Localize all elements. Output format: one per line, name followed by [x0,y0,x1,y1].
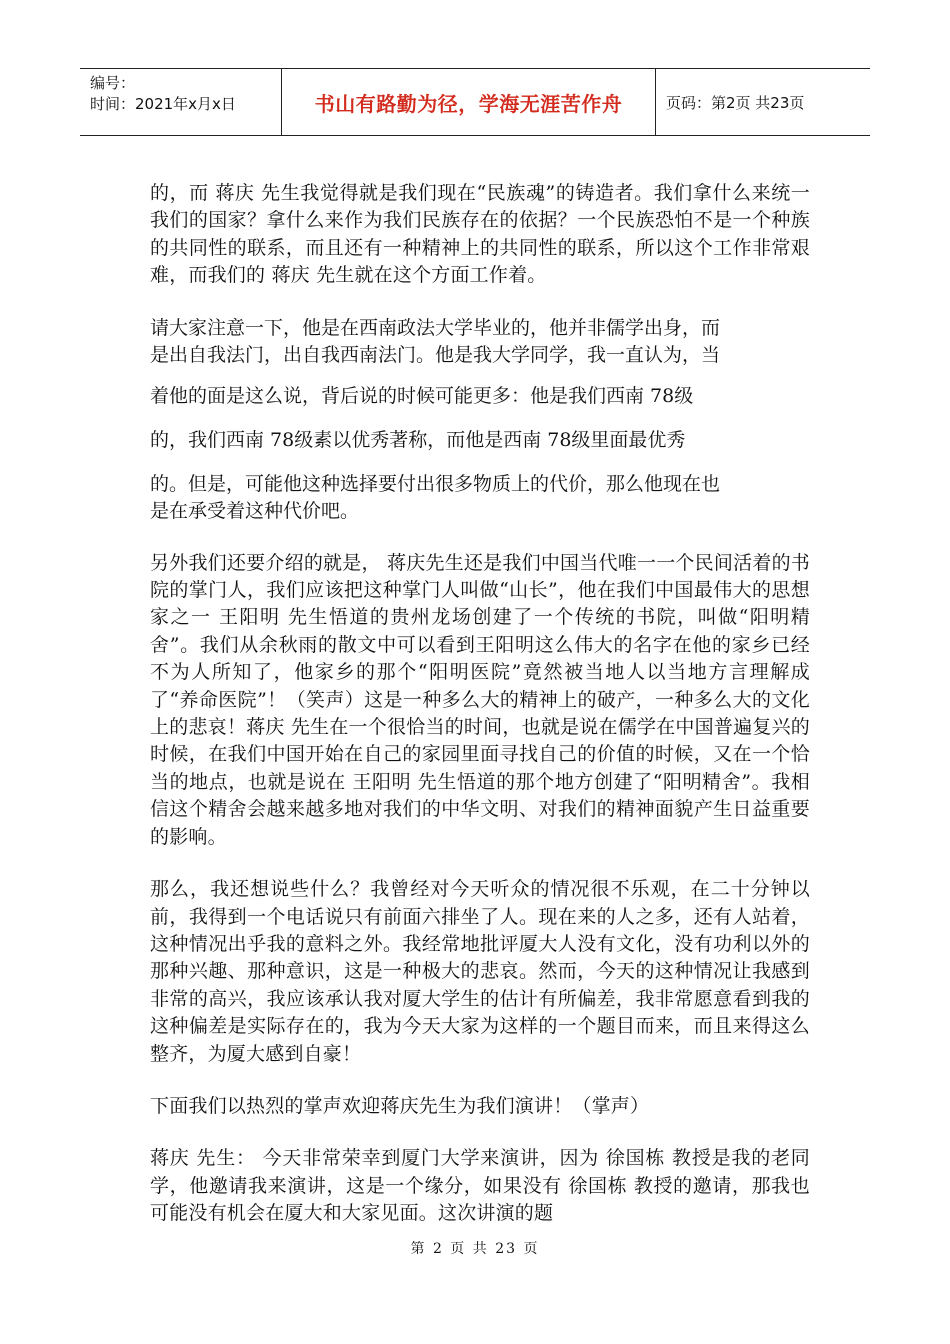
page-header [80,68,870,136]
paragraph-1: 的，而 蒋庆 先生我觉得就是我们现在“民族魂”的铸造者。我们拿什么来统一我们的国家？拿什么来作为我们民族存在的依据？一个民族恐怕不是一个种族的共同性的联系，而且还有一种精神上的共同性的联系，所以这个工作非常艰难，而我们的 蒋庆 先生就在这个方面工作着。 [150,182,810,287]
paragraph-5: 下面我们以热烈的掌声欢迎蒋庆先生为我们演讲！（掌声） [150,1094,650,1117]
paragraph-2-line-5: 的。但是，可能他这种选择要付出很多物质上的代价，那么他现在也 [150,472,721,495]
document-time-label: 时间：2021年x月x日 [90,95,236,113]
paragraph-2-line-3: 着他的面是这么说，背后说的时候可能更多：他是我们西南 78级 [150,384,694,407]
paragraph-2-line-2: 是出自我法门，出自我西南法门。他是我大学同学，我一直认为，当 [150,343,721,366]
paragraph-2-line-1: 请大家注意一下，他是在西南政法大学毕业的，他并非儒学出身，而 [150,316,721,339]
paragraph-2-line-4: 的，我们西南 78级素以优秀著称，而他是西南 78级里面最优秀 [150,428,686,451]
paragraph-2-line-6: 是在承受着这种代价吧。 [150,499,360,522]
header-meta [80,69,282,135]
document-number-label: 编号： [90,74,136,92]
header-motto: 书山有路勤为径，学海无涯苦作舟 [282,69,656,135]
paragraph-3: 另外我们还要介绍的就是， 蒋庆先生还是我们中国当代唯一一个民间活着的书院的掌门人，我们应该把这种掌门人叫做“山长”，他在我们中国最伟大的思想家之一 王阳明 先生悟道的贵州龙场创建了一个传统的书院，叫做“阳明精舍”。我们从余秋雨的散文中可以看到王阳明这么伟大的名字在他的家乡已经不为人所知了，他家乡的那个“阳明医院”竟然被当地人以当地方言理解成了“养命医院”！（笑声）这是一种多么大的精神上的破产，一种多么大的文化上的悲哀！蒋庆 先生在一个很恰当的时间，也就是说在儒学在中国普遍复兴的时候，在我们中国开始在自己的家园里面寻找自己的价值的时候，又在一个恰当的地点，也就是说在 王阳明 先生悟道的那个地方创建了“阳明精舍”。我相信这个精舍会越来越多地对我们的中华文明、对我们的精神面貌产生日益重要的影响。 [150,551,810,848]
paragraph-2 [150,315,810,525]
paragraph-6: 蒋庆 先生： 今天非常荣幸到厦门大学来演讲，因为 徐国栋 教授是我的老同学，他邀请我来演讲，这是一个缘分，如果没有 徐国栋 教授的邀请，那我也可能没有机会在厦大和大家见面。这次讲演的题 [150,1147,810,1225]
paragraph-4: 那么，我还想说些什么？我曾经对今天听众的情况很不乐观，在二十分钟以前，我得到一个电话说只有前面六排坐了人。现在来的人之多，还有人站着，这种情况出乎我的意料之外。我经常地批评厦大人没有文化，没有功利以外的那种兴趣、那种意识，这是一种极大的悲哀。然而，今天的这种情况让我感到非常的高兴，我应该承认我对厦大学生的估计有所偏差，我非常愿意看到我的这种偏差是实际存在的，我为今天大家为这样的一个题目而来，而且来得这么整齐，为厦大感到自豪！ [150,878,810,1065]
document-body [150,180,810,1253]
page-footer: 第 2 页 共 23 页 [410,1241,540,1257]
header-page-code: 页码：第2页 共23页 [666,93,805,112]
